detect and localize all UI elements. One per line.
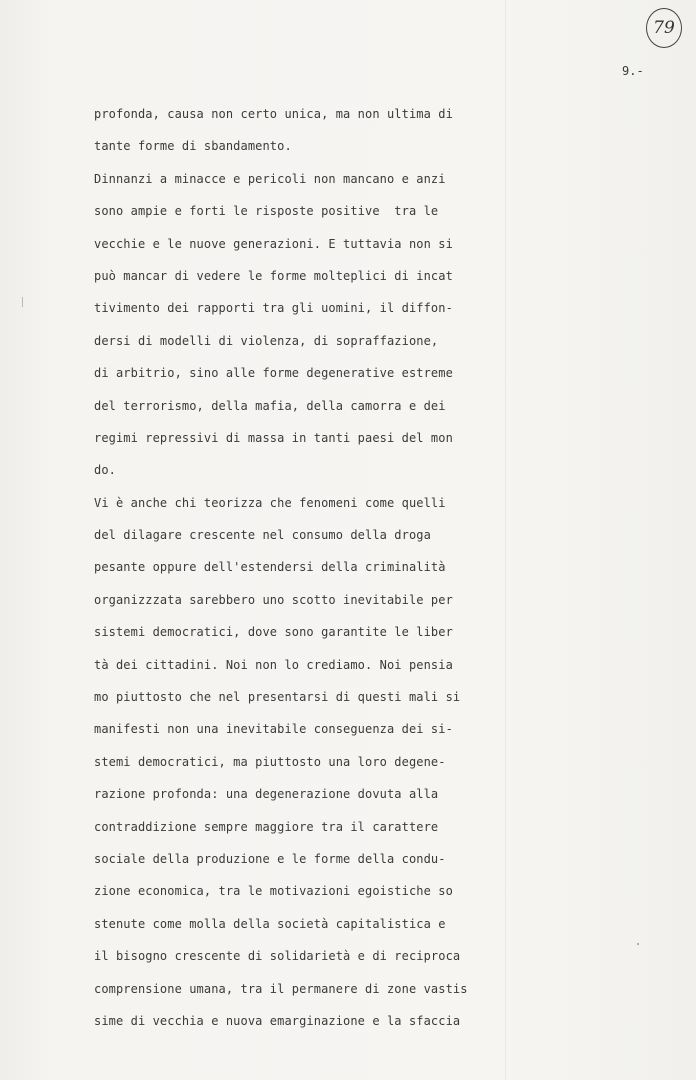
text-line: do. <box>94 463 116 478</box>
page-number: 9.- <box>622 64 644 78</box>
folio-stamp: 79 <box>646 8 682 48</box>
text-line: profonda, causa non certo unica, ma non ultima di <box>94 107 453 121</box>
text-line: contraddizione sempre maggiore tra il carattere <box>94 819 439 834</box>
text-line: organizzzata sarebbero uno scotto inevitabile per <box>94 592 453 607</box>
text-line: razione profonda: una degenerazione dovuta alla <box>94 787 439 802</box>
text-line: pesante oppure dell'estendersi della criminalità <box>94 560 446 575</box>
text-line: manifesti non una inevitabile conseguenza dei si- <box>94 722 453 737</box>
text-line: il bisogno crescente di solidarietà e di reciproca <box>94 949 461 964</box>
text-line: stenute come molla della società capitalistica e <box>94 916 446 931</box>
speck-mark <box>637 943 639 945</box>
text-line: sistemi democratici, dove sono garantite le liber <box>94 625 453 640</box>
text-line: può mancar di vedere le forme molteplici di incat <box>94 268 453 283</box>
body-text <box>94 104 494 1043</box>
text-line: regimi repressivi di massa in tanti paesi del mon <box>94 430 453 445</box>
text-line: tante forme di sbandamento. <box>94 139 292 154</box>
text-line: vecchie e le nuove generazioni. E tuttavia non si <box>94 236 453 251</box>
text-line: sociale della produzione e le forme della condu- <box>94 851 446 866</box>
page-fold-shadow <box>505 0 506 1080</box>
text-line: comprensione umana, tra il permanere di zone vastis <box>94 981 468 996</box>
text-line: sime di vecchia e nuova emarginazione e la sfaccia <box>94 1013 461 1028</box>
text-line: stemi democratici, ma piuttosto una loro degene- <box>94 754 446 769</box>
text-line: zione economica, tra le motivazioni egoistiche so <box>94 884 453 899</box>
text-line: di arbitrio, sino alle forme degenerative estreme <box>94 366 453 381</box>
text-line: tivimento dei rapporti tra gli uomini, il diffon- <box>94 301 453 316</box>
text-line: del terrorismo, della mafia, della camorra e dei <box>94 398 446 413</box>
text-line: tà dei cittadini. Noi non lo crediamo. Noi pensia <box>94 657 453 672</box>
margin-mark <box>22 297 23 307</box>
text-line: mo piuttosto che nel presentarsi di questi mali si <box>94 690 461 705</box>
text-line: Dinnanzi a minacce e pericoli non mancano e anzi <box>94 171 446 186</box>
text-line: del dilagare crescente nel consumo della droga <box>94 528 431 543</box>
text-line: Vi è anche chi teorizza che fenomeni come quelli <box>94 495 446 510</box>
text-line: dersi di modelli di violenza, di sopraffazione, <box>94 333 439 348</box>
text-line: sono ampie e forti le risposte positive tra le <box>94 204 439 219</box>
